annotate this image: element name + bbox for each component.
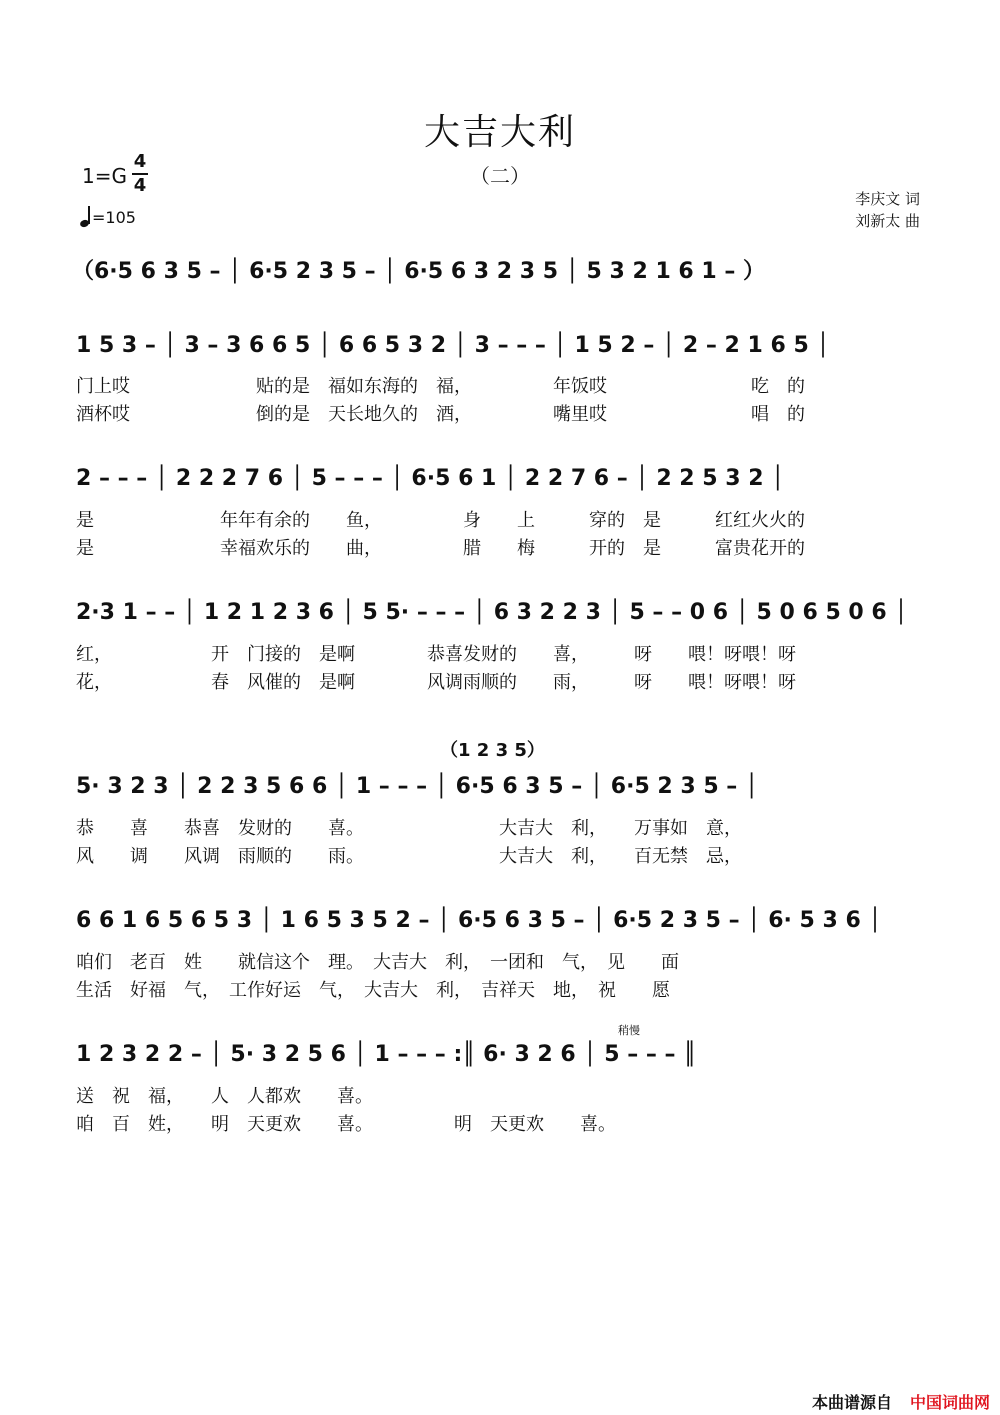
notation-line: 2·3 1 – – │ 1 2 1 2 3 6 │ 5 5· – – – │ 6 3 2 2 3 │ 5 – – 0 6 │ 5 0 6 5 0 6 │ <box>76 600 908 625</box>
lyrics-verse-2: 生活 好福 气， 工作好运 气， 大吉大 利， 吉祥天 地， 祝 愿 <box>76 980 670 1001</box>
notation-line: （6·5 6 3 5 – │ 6·5 2 3 5 – │ 6·5 6 3 2 3 5 │ 5 3 2 1 6 1 – ） <box>72 259 766 284</box>
instrumental-cue: （1 2 3 5） <box>440 740 545 761</box>
source-footer <box>812 1390 990 1413</box>
time-signature-top: 4 <box>133 151 147 172</box>
time-signature <box>132 152 148 196</box>
song-subtitle: （二） <box>470 164 530 188</box>
lyricist-credit: 李庆文 词 <box>855 190 920 208</box>
score-row-6 <box>76 908 882 933</box>
notation-line: 1 5 3 – │ 3 – 3 6 6 5 │ 6 6 5 3 2 │ 3 – – – │ 1 5 2 – │ 2 – 2 1 6 5 │ <box>76 333 830 358</box>
lyrics-verse-2: 风 调 风调 雨顺的 雨。 大吉大 利， 百无禁 忌， <box>76 846 742 867</box>
score-row-5 <box>76 774 758 799</box>
lyrics-verse-1: 恭 喜 恭喜 发财的 喜。 大吉大 利， 万事如 意， <box>76 818 742 839</box>
notation-line: 1 2 3 2 2 – │ 5· 3 2 5 6 │ 1 – – – :║ 6· 3 2 6 │ 5 – – – ║ <box>76 1042 697 1067</box>
song-title: 大吉大利 <box>423 112 576 153</box>
tempo-marking <box>80 205 136 227</box>
site-name[interactable]: 中国词曲网 <box>909 1393 990 1412</box>
score-row-1 <box>72 254 765 285</box>
tempo-value: =105 <box>92 208 136 227</box>
notation-line: 6 6 1 6 5 6 5 3 │ 1 6 5 3 5 2 – │ 6·5 6 3 5 – │ 6·5 2 3 5 – │ 6· 5 3 6 │ <box>76 908 882 933</box>
score-row-2 <box>76 333 830 358</box>
lyrics-verse-1: 咱们 老百 姓 就信这个 理。 大吉大 利， 一团和 气， 见 面 <box>76 952 679 973</box>
score-row-3 <box>76 466 784 491</box>
lyrics-verse-1: 门上哎 贴的是 福如东海的 福， 年饭哎 吃 的 <box>76 376 805 397</box>
key-signature: 1=G <box>82 164 127 188</box>
lyrics-verse-2: 是 幸福欢乐的 曲， 腊 梅 开的 是 富贵花开的 <box>76 538 805 559</box>
ritard-marking: 稍慢 <box>618 1024 640 1037</box>
quarter-note-icon <box>80 205 92 227</box>
lyrics-verse-2: 咱 百 姓， 明 天更欢 喜。 明 天更欢 喜。 <box>76 1114 616 1135</box>
score-row-4 <box>76 600 908 625</box>
composer-credit: 刘新太 曲 <box>855 212 920 230</box>
lyrics-verse-1: 是 年年有余的 鱼， 身 上 穿的 是 红红火火的 <box>76 510 805 531</box>
notation-line: 5· 3 2 3 │ 2 2 3 5 6 6 │ 1 – – – │ 6·5 6 3 5 – │ 6·5 2 3 5 – │ <box>76 774 759 799</box>
lyrics-verse-1: 红， 开 门接的 是啊 恭喜发财的 喜， 呀 喂！呀喂！呀 <box>76 644 796 665</box>
notation-line: 2 – – – │ 2 2 2 7 6 │ 5 – – – │ 6·5 6 1 │ 2 2 7 6 – │ 2 2 5 3 2 │ <box>76 466 785 491</box>
source-label: 本曲谱源自 <box>811 1393 892 1412</box>
time-signature-bottom: 4 <box>133 175 147 196</box>
lyrics-verse-1: 送 祝 福， 人 人都欢 喜。 <box>76 1086 373 1107</box>
lyrics-verse-2: 花， 春 风催的 是啊 风调雨顺的 雨， 呀 喂！呀喂！呀 <box>76 672 796 693</box>
score-row-7 <box>76 1042 696 1067</box>
lyrics-verse-2: 酒杯哎 倒的是 天长地久的 酒， 嘴里哎 唱 的 <box>76 404 805 425</box>
